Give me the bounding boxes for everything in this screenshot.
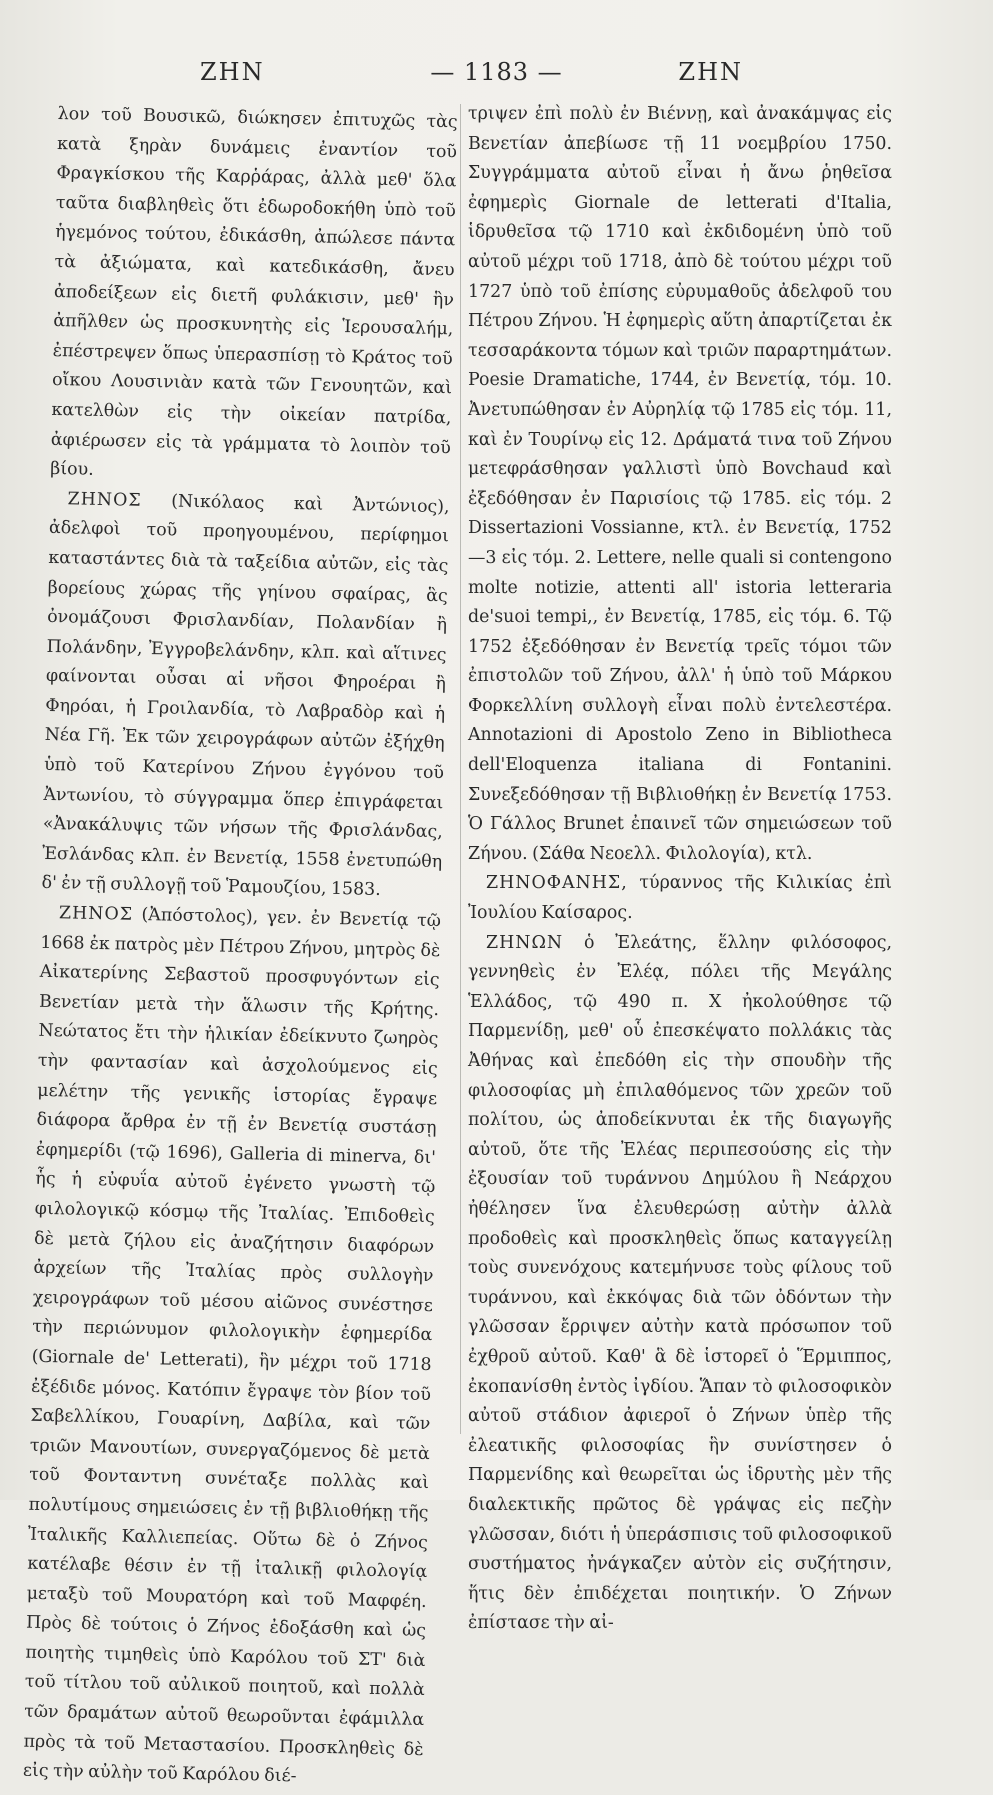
right-column — [468, 100, 892, 1639]
page-number: — 1183 — — [430, 58, 563, 86]
left-column — [23, 100, 458, 1795]
running-head-right: ΖΗΝ — [678, 58, 743, 86]
entry-text: (Νικόλαος καὶ Ἀντώνιος), ἀδελφοὶ τοῦ προηγουμένου, περίφημοι καταστάντες διὰ τὰ ταξείδια αὐτῶν, εἰς τὰς βορείους χώρας τῆς γηίνου σφαίρας, ἃς ὀνομάζουσι Φρισλανδίαν, Πολανδίαν ἢ Πολάνδην, Ἐγγροβελάνδην, κλπ. καὶ αἵτινες φαίνονται οὖσαι αἱ νῆσοι Φηροέραι ἢ Φηρόαι, ἡ Γροιλανδία, τὸ Λαβραδὸρ καὶ ἡ Νέα Γῆ. Ἐκ τῶν χειρογράφων αὐτῶν ἐξήχθη ὑπὸ τοῦ Κατερίνου Ζήνου ἐγγόνου τοῦ Ἀντωνίου, τὸ σύγγραμμα ὅπερ ἐπιγράφεται «Ἀνακάλυψις τῶν νήσων τῆς Φρισλάνδας, Ἐσλάνδας κλπ. ἐν Βενετίᾳ, 1558 ἐνετυπώθη δ' ἐν τῇ συλλογῇ τοῦ Ῥαμουζίου, 1583. — [41, 491, 450, 901]
entry-text: τύραννος τῆς Κιλικίας ἐπὶ Ἰουλίου Καίσαρος. — [468, 873, 892, 924]
column-divider — [460, 104, 461, 1434]
entry-text: ὁ Ἐλεάτης, ἕλλην φιλόσοφος, γεννηθεὶς ἐν Ἐλέᾳ, πόλει τῆς Μεγάλης Ἑλλάδος, τῷ 490 π. Χ ἠκολούθησε τῷ Παρμενίδῃ, μεθ' οὗ ἐπεσκέψατο πολλάκις τὰς Ἀθήνας καὶ ἐπεδόθη εἰς τὴν σπουδὴν τῆς φιλοσοφίας μὴ ἐπιλαθόμενος τῶν χρεῶν τοῦ πολίτου, ὡς ἀποδείκνυται ἐκ τῆς διαγωγῆς αὐτοῦ, ὅτε τῆς Ἐλέας περιπεσούσης εἰς τὴν ἐξουσίαν τοῦ τυράννου Δημύλου ἢ Νεάρχου ἠθέλησεν ἵνα ἐλευθερώσῃ αὐτὴν ἀλλὰ προδοθεὶς καὶ προσκληθεὶς ὅπως καταγγείλῃ τοὺς συνενόχους κατεμήνυσε τοὺς φίλους τοῦ τυράννου, καὶ ἐκκόψας διὰ τῶν ὀδόντων τὴν γλῶσσαν ἔρριψεν αὐτὴν κατὰ πρόσωπον τοῦ ἐχθροῦ αὐτοῦ. Καθ' ἃ δὲ ἱστορεῖ ὁ Ἕρμιππος, ἐκοπανίσθη ἐντὸς ἰγδίου. Ἅπαν τὸ φιλοσοφικὸν αὐτοῦ στάδιον ἀφιεροῖ ὁ Ζήνων ὑπὲρ τῆς ἐλεατικῆς φιλοσοφίας ἣν συνίστησεν ὁ Παρμενίδης καὶ θεωρεῖται ὡς ἱδρυτὴς μὲν τῆς διαλεκτικῆς πρῶτος δὲ γράψας εἰς πεζὴν γλῶσσαν, διότι ἡ ὑπεράσπισις τοῦ φιλοσοφικοῦ συστήματος ἠνάγκαζεν αὐτὸν εἰς συζήτησιν, ἥτις δὲν ἐπιδέχεται ποιητικήν. Ὁ Ζήνων ἐπίστασε τὴν αἰ- — [468, 932, 893, 1634]
entry-lemma: ΖΗΝΟΦΑΝΗΣ, — [486, 873, 628, 894]
entry-zenos-nikolaos — [41, 485, 450, 908]
entry-lemma: ΖΗΝΩΝ — [486, 932, 564, 953]
entry-lemma: ΖΗΝΟΣ — [58, 903, 134, 925]
entry-zenos-apostolos — [23, 899, 442, 1795]
entry-continuation: λον τοῦ Βουσικῶ, διώκησεν ἐπιτυχῶς τὰς κατὰ ξηρὰν δυνάμεις ἐναντίον τοῦ Φραγκίσκου τῆς Καρῥάρας, ἀλλὰ μεθ' ὅλα ταῦτα διαβληθεὶς ὅτι ἐδωροδοκήθη ὑπὸ τοῦ ἡγεμόνος τούτου, ἐδικάσθη, ἀπώλεσε πάντα τὰ ἀξιώματα, καὶ κατεδικάσθη, ἄνευ ἀποδείξεων εἰς διετῆ φυλάκισιν, μεθ' ἣν ἀπῆλθεν ὡς προσκυνητὴς εἰς Ἱερουσαλήμ, ἐπέστρεψεν ὅπως ὑπερασπίσῃ τὸ Κράτος τοῦ οἴκου Λουσινιὰν κατὰ τῶν Γενουητῶν, καὶ κατελθὼν εἰς τὴν οἰκείαν πατρίδα, ἀφιέρωσεν εἰς τὰ γράμματα τὸ λοιπὸν τοῦ βίου. — [50, 103, 458, 480]
entry-lemma: ΖΗΝΟΣ — [67, 489, 142, 511]
entry-zenophanes — [468, 869, 892, 928]
page-header — [40, 58, 953, 98]
entry-zenon — [468, 929, 892, 1639]
entry-text: (Ἀπόστολος), γεν. ἐν Βενετίᾳ τῷ 1668 ἐκ πατρὸς μὲν Πέτρου Ζήνου, μητρὸς δὲ Αἰκατερίνης Σεβαστοῦ προσφυγόντων εἰς Βενετίαν μετὰ τὴν ἅλωσιν τῆς Κρήτης. Νεώτατος ἔτι τὴν ἡλικίαν ἐδείκνυτο ζωηρὸς τὴν φαντασίαν καὶ ἀσχολούμενος εἰς μελέτην τῆς γενικῆς ἱστορίας ἔγραψε διάφορα ἄρθρα ἐν τῇ ἐν Βενετίᾳ συστάσῃ ἐφημερίδι (τῷ 1696), Galleria di minerva, δι' ἧς ἡ εὐφυΐα αὐτοῦ ἐγένετο γνωστὴ τῷ φιλολογικῷ κόσμῳ τῆς Ἰταλίας. Ἐπιδοθεὶς δὲ μετὰ ζήλου εἰς ἀναζήτησιν διαφόρων ἀρχείων τῆς Ἰταλίας πρὸς συλλογὴν χειρογράφων τοῦ μέσου αἰῶνος συνέστησε τὴν περιώνυμον φιλολογικὴν ἐφημερίδα (Giornale de' Letterati), ἣν μέχρι τοῦ 1718 ἐξέδιδε μόνος. Κατόπιν ἔγραψε τὸν βίον τοῦ Σαβελλίκου, Γουαρίνη, Δαβίλα, καὶ τῶν τριῶν Μανουτίων, συνεργαζόμενος δὲ μετὰ τοῦ Φονταντνη συνέταξε πολλὰς καὶ πολυτίμους σημειώσεις ἐν τῇ βιβλιοθήκῃ τῆς Ἰταλικῆς Καλλιεπείας. Οὕτω δὲ ὁ Ζήνος κατέλαβε θέσιν ἐν τῇ ἰταλικῇ φιλολογίᾳ μεταξὺ τοῦ Μουρατόρη καὶ τοῦ Μαφφέη. Πρὸς δὲ τούτοις ὁ Ζήνος ἐδοξάσθη καὶ ὡς ποιητὴς τιμηθεὶς ὑπὸ Καρόλου τοῦ ΣΤ' διὰ τοῦ τίτλου τοῦ αὐλικοῦ ποιητοῦ, καὶ πολλὰ τῶν δραμάτων αὐτοῦ θεωροῦνται ἐφάμιλλα πρὸς τὰ τοῦ Μεταστασίου. Προσκληθεὶς δὲ εἰς τὴν αὐλὴν τοῦ Καρόλου διέ- — [22, 904, 442, 1787]
running-head-left: ΖΗΝ — [200, 58, 265, 86]
entry-continuation: τριψεν ἐπὶ πολὺ ἐν Βιέννῃ, καὶ ἀνακάμψας εἰς Βενετίαν ἀπεβίωσε τῇ 11 νοεμβρίου 1750. Συγγράμματα αὐτοῦ εἶναι ἡ ἄνω ῥηθεῖσα ἐφημερὶς Giornale de letterati d'Italia, ἱδρυθεῖσα τῷ 1710 καὶ ἐκδιδομένη ὑπὸ τοῦ αὐτοῦ μέχρι τοῦ 1718, ἀπὸ δὲ τούτου μέχρι τοῦ 1727 ὑπὸ τοῦ ἐπίσης εὐρυμαθοῦς ἀδελφοῦ του Πέτρου Ζήνου. Ἡ ἐφημερὶς αὕτη ἀπαρτίζεται ἐκ τεσσαράκοντα τόμων καὶ τριῶν παραρτημάτων. Poesie Dramatiche, 1744, ἐν Βενετίᾳ, τόμ. 10. Ἀνετυπώθησαν ἐν Αὐρηλίᾳ τῷ 1785 εἰς τόμ. 11, καὶ ἐν Τουρίνῳ εἰς 12. Δράματά τινα τοῦ Ζήνου μετεφράσθησαν γαλλιστὶ ὑπὸ Bovchaud καὶ ἐξεδόθησαν ἐν Παρισίοις τῷ 1785. εἰς τόμ. 2 Dissertazioni Vossianne, κτλ. ἐν Βενετίᾳ, 1752—3 εἰς τόμ. 2. Lettere, nelle quali si contengono molte notizie, attenti all' istoria letteraria de'suoi tempi,, ἐν Βενετίᾳ, 1785, εἰς τόμ. 6. Τῷ 1752 ἐξεδόθησαν ἐν Βενετίᾳ τρεῖς τόμοι τῶν ἐπιστολῶν τοῦ Ζήνου, ἀλλ' ἡ ὑπὸ τοῦ Μάρκου Φορκελλίνη συλλογὴ εἶναι πολὺ ἐντελεστέρα. Annotazioni di Apostolo Zeno in Bibliotheca dell'Eloquenza italiana di Fontanini. Συνεξεδόθησαν τῇ Βιβλιοθήκῃ ἐν Βενετίᾳ 1753. Ὁ Γάλλος Brunet ἐπαινεῖ τῶν σημειώσεων τοῦ Ζήνου. (Σάθα Νεοελλ. Φιλολογία), κτλ. — [468, 104, 892, 864]
